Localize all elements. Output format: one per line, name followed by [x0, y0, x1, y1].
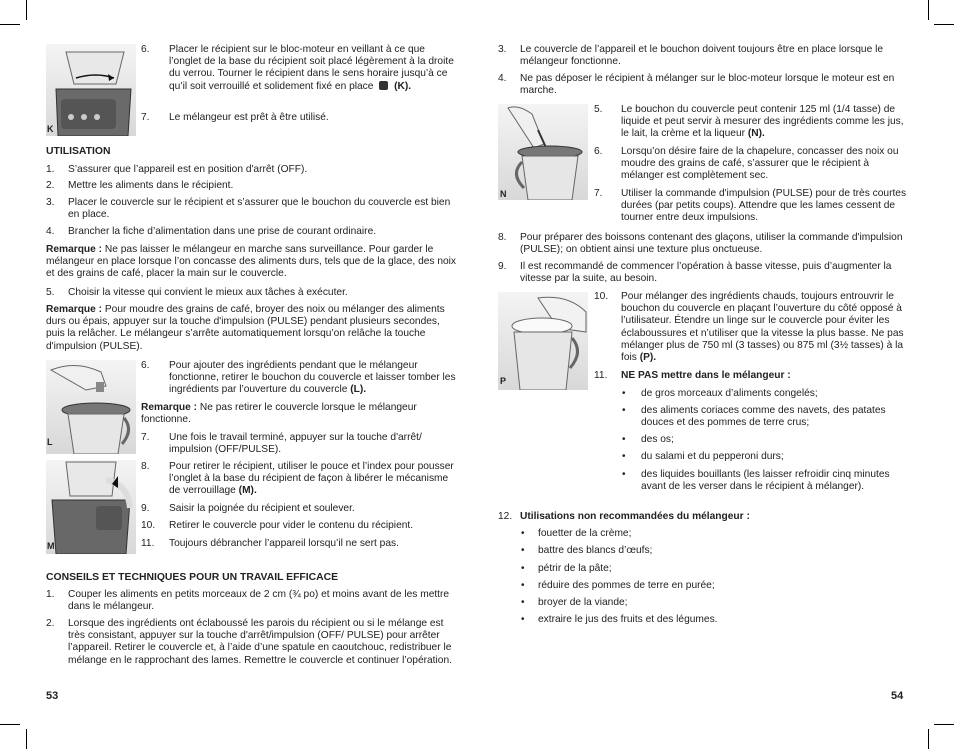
figure-ref: (M).: [238, 485, 257, 497]
remark-paragraph: [46, 304, 458, 353]
lock-icon: [379, 81, 388, 90]
step-text: Mettre les aliments dans le récipient.: [68, 180, 234, 191]
bullet: •: [521, 597, 525, 608]
step-text-body: Placer le récipient sur le bloc-moteur en veillant à ce que l’onglet de la base du récipient soit placé légèrement à la droite du verrou. Tourner le récipient dans le sens horaire jusqu’à ce qu’il soit verrouillé et solidement fixé en place: [169, 44, 454, 92]
remark-label: Remarque :: [46, 304, 103, 315]
item-number: 9.: [498, 261, 507, 272]
remark-text: Ne pas retirer le couvercle lorsque le mélangeur fonctionne.: [141, 402, 417, 426]
crop-mark: [26, 0, 27, 20]
cap-measuring-illustration: [498, 104, 588, 200]
blender-lock-illustration: [46, 44, 136, 136]
remark-text: Pour moudre des grains de café, broyer des noix ou mélanger des aliments durs ou épais, appuyer sur la touche d'impulsion (PULSE) pendant plusieurs secondes, puis la relâcher. Le mélangeur s’arrête automatiquement lorsqu’on relâche la touche d'impulsion (PULSE).: [46, 304, 445, 352]
bullet: •: [521, 528, 525, 539]
step-text: Le mélangeur est prêt à être utilisé.: [169, 112, 329, 123]
figure-ref: (L).: [350, 384, 367, 396]
step-text: [169, 44, 457, 93]
crop-mark: [26, 729, 27, 749]
list-item: de gros morceaux d’aliments congelés;: [641, 388, 818, 399]
item-number: 1.: [46, 589, 55, 600]
step-text: Lorsque des ingrédients ont éclaboussé les parois du récipient ou si le mélange est très consistant, appuyer sur la touche d'arrêt/impulsion (OFF/ PULSE) pour arrêter l’appareil. Retirer le couvercle et, à l’aide d’une spatule en caoutchouc, redistribuer le mélange en le rapprochant des lames. Remettre le couvercle et continuer l’opération.: [68, 618, 452, 666]
bullet: •: [521, 563, 525, 574]
crop-mark: [928, 0, 929, 20]
list-item: fouetter de la crème;: [538, 528, 632, 539]
list-item: des os;: [641, 434, 674, 445]
page-number-left: 53: [46, 690, 59, 702]
step-text-body: Pour ajouter des ingrédients pendant que le mélangeur fonctionne, retirer le bouchon du couvercle et laisser tomber les ingrédients par l’ouverture du couvercle: [169, 360, 456, 396]
bullet: •: [622, 405, 626, 416]
list-item: réduire des pommes de terre en purée;: [538, 580, 715, 591]
list-item: pétrir de la pâte;: [538, 563, 612, 574]
bullet: •: [622, 388, 626, 399]
step-text: [621, 291, 913, 364]
figure-label-l: L: [47, 437, 53, 447]
remark-paragraph: [141, 402, 457, 426]
bullet: •: [622, 469, 626, 480]
step-text: [169, 461, 457, 498]
item-number: 7.: [141, 432, 150, 443]
item-number: 11.: [141, 538, 155, 549]
crop-mark: [928, 729, 929, 749]
item-number: 5.: [594, 104, 603, 115]
step-text: Retirer le couvercle pour vider le contenu du récipient.: [169, 520, 414, 531]
item-number: 6.: [141, 44, 150, 55]
item-number: 12.: [498, 511, 513, 522]
item-number: 5.: [46, 287, 55, 298]
figure-label-k: K: [47, 124, 54, 134]
figure-label-n: N: [500, 189, 507, 199]
figure-ref: (P).: [639, 352, 657, 364]
step-text: Brancher la fiche d’alimentation dans une prise de courant ordinaire.: [68, 226, 377, 237]
step-text: Une fois le travail terminé, appuyer sur la touche d'arrêt/ impulsion (OFF/PULSE).: [169, 432, 422, 456]
step-text: Le couvercle de l’appareil et le bouchon doivent toujours être en place lorsque le mélangeur fonctionne.: [520, 44, 884, 68]
step-text: Ne pas déposer le récipient à mélanger sur le bloc-moteur lorsque le moteur est en marche.: [520, 73, 895, 97]
remark-label: Remarque :: [141, 402, 198, 413]
item-number: 6.: [141, 360, 150, 371]
item-number: 4.: [498, 73, 507, 84]
figure-m-removing-jar: [46, 460, 136, 554]
item-number: 3.: [498, 44, 507, 55]
bullet: •: [521, 545, 525, 556]
figure-ref: (N).: [747, 128, 765, 140]
step-text: Pour préparer des boissons contenant des glaçons, utiliser la commande d'impulsion (PULSE); on obtient ainsi une texture plus onctueuse.: [520, 232, 903, 256]
step-text-body: Pour mélanger des ingrédients chauds, toujours entrouvrir le bouchon du couvercle en plaçant l’ouverture du côté opposé à l’utilisateur. Étendre un linge sur le couvercle pour éviter les éclaboussures et n’utiliser que la vitesse la plus basse. Ne pas mélanger plus de 750 ml (3 tasses) ou 875 ml (3½ tasses) à la fois: [621, 291, 904, 364]
item-number: 7.: [141, 112, 150, 123]
step-text: Saisir la poignée du récipient et soulever.: [169, 503, 355, 514]
step-text: Couper les aliments en petits morceaux de 2 cm (¾ po) et moins avant de les mettre dans le mélangeur.: [68, 589, 450, 613]
section-heading: CONSEILS ET TECHNIQUES POUR UN TRAVAIL EFFICACE: [46, 572, 339, 583]
crop-mark: [934, 24, 954, 25]
item-number: 8.: [141, 461, 150, 472]
item-number: 2.: [46, 618, 55, 629]
item-number: 6.: [594, 146, 603, 157]
item-number: 2.: [46, 180, 55, 191]
item-number: 10.: [594, 291, 609, 302]
bullet: •: [622, 434, 626, 445]
remark-paragraph: [46, 244, 458, 281]
remark-text: Ne pas laisser le mélangeur en marche sans surveillance. Pour garder le mélangeur en place lorsque l’on concasse des aliments durs, tels que de la glace, des noix et des grains de café, placer la main sur le couvercle.: [46, 244, 457, 280]
step-text: [621, 104, 911, 141]
list-item: extraire le jus des fruits et des légumes.: [538, 614, 718, 625]
step-text: Toujours débrancher l’appareil lorsqu’il ne sert pas.: [169, 538, 399, 549]
figure-k-blender-base: [46, 44, 136, 136]
hand-pouring-illustration: [46, 360, 136, 454]
figure-p-hot-ingredients: [498, 292, 588, 390]
step-text: [169, 360, 457, 397]
crop-mark: [0, 724, 20, 725]
list-item: des aliments coriaces comme des navets, des patates douces et des pommes de terre crus;: [641, 405, 886, 429]
page-number-right: 54: [891, 690, 904, 702]
figure-n-measuring-cap: [498, 104, 588, 200]
crop-mark: [0, 24, 20, 25]
list-item: broyer de la viande;: [538, 597, 628, 608]
crop-mark: [934, 724, 954, 725]
bullet: •: [521, 580, 525, 591]
item-number: 3.: [46, 197, 55, 208]
towel-lid-illustration: [498, 292, 588, 390]
item-number: 7.: [594, 188, 603, 199]
step-text: Choisir la vitesse qui convient le mieux aux tâches à exécuter.: [68, 287, 348, 298]
step-text: S’assurer que l’appareil est en position d'arrêt (OFF).: [68, 164, 308, 175]
list-item: des liquides bouillants (les laisser refroidir cinq minutes avant de les verser dans le récipient à mélanger).: [641, 469, 890, 493]
step-text-body: Le bouchon du couvercle peut contenir 125 ml (1/4 tasse) de liquide et peut servir à mesurer des ingrédients comme les jus, le lait, la crème et la liqueur: [621, 104, 904, 140]
list-item: du salami et du pepperoni durs;: [641, 451, 784, 462]
step-text: Utiliser la commande d'impulsion (PULSE) pour de très courtes durées (par petits coups). Attendre que les lames cessent de tourner entre deux impulsions.: [621, 188, 907, 224]
remark-label: Remarque :: [46, 244, 103, 255]
figure-label-m: M: [47, 541, 55, 551]
item-number: 8.: [498, 232, 507, 243]
item-number: 11.: [594, 370, 608, 381]
item-number: 4.: [46, 226, 55, 237]
jar-release-illustration: [46, 460, 136, 554]
bullet: •: [521, 614, 525, 625]
list-item: battre des blancs d’œufs;: [538, 545, 653, 556]
step-text: Lorsqu’on désire faire de la chapelure, concasser des noix ou moudre des grains de café, s’assurer que le récipient à mélanger est complètement sec.: [621, 146, 899, 182]
section-heading: UTILISATION: [46, 146, 111, 157]
step-text: Placer le couvercle sur le récipient et s’assurer que le bouchon du couvercle est bien en place.: [68, 197, 451, 221]
item-number: 10.: [141, 520, 156, 531]
step-text: Il est recommandé de commencer l’opération à basse vitesse, puis d’augmenter la vitesse par la suite, au besoin.: [520, 261, 892, 285]
figure-label-p: P: [500, 376, 507, 386]
figure-ref: (K).: [394, 80, 412, 92]
step-text-body: Pour retirer le récipient, utiliser le pouce et l’index pour pousser l’onglet à la base du récipient de façon à libérer le mécanisme de verrouillage: [169, 461, 454, 497]
item-number: 9.: [141, 503, 150, 514]
list-heading: NE PAS mettre dans le mélangeur :: [621, 370, 791, 381]
bullet: •: [622, 451, 626, 462]
figure-l-adding-ingredients: [46, 360, 136, 454]
list-heading: Utilisations non recommandées du mélangeur :: [520, 511, 750, 522]
item-number: 1.: [46, 164, 55, 175]
